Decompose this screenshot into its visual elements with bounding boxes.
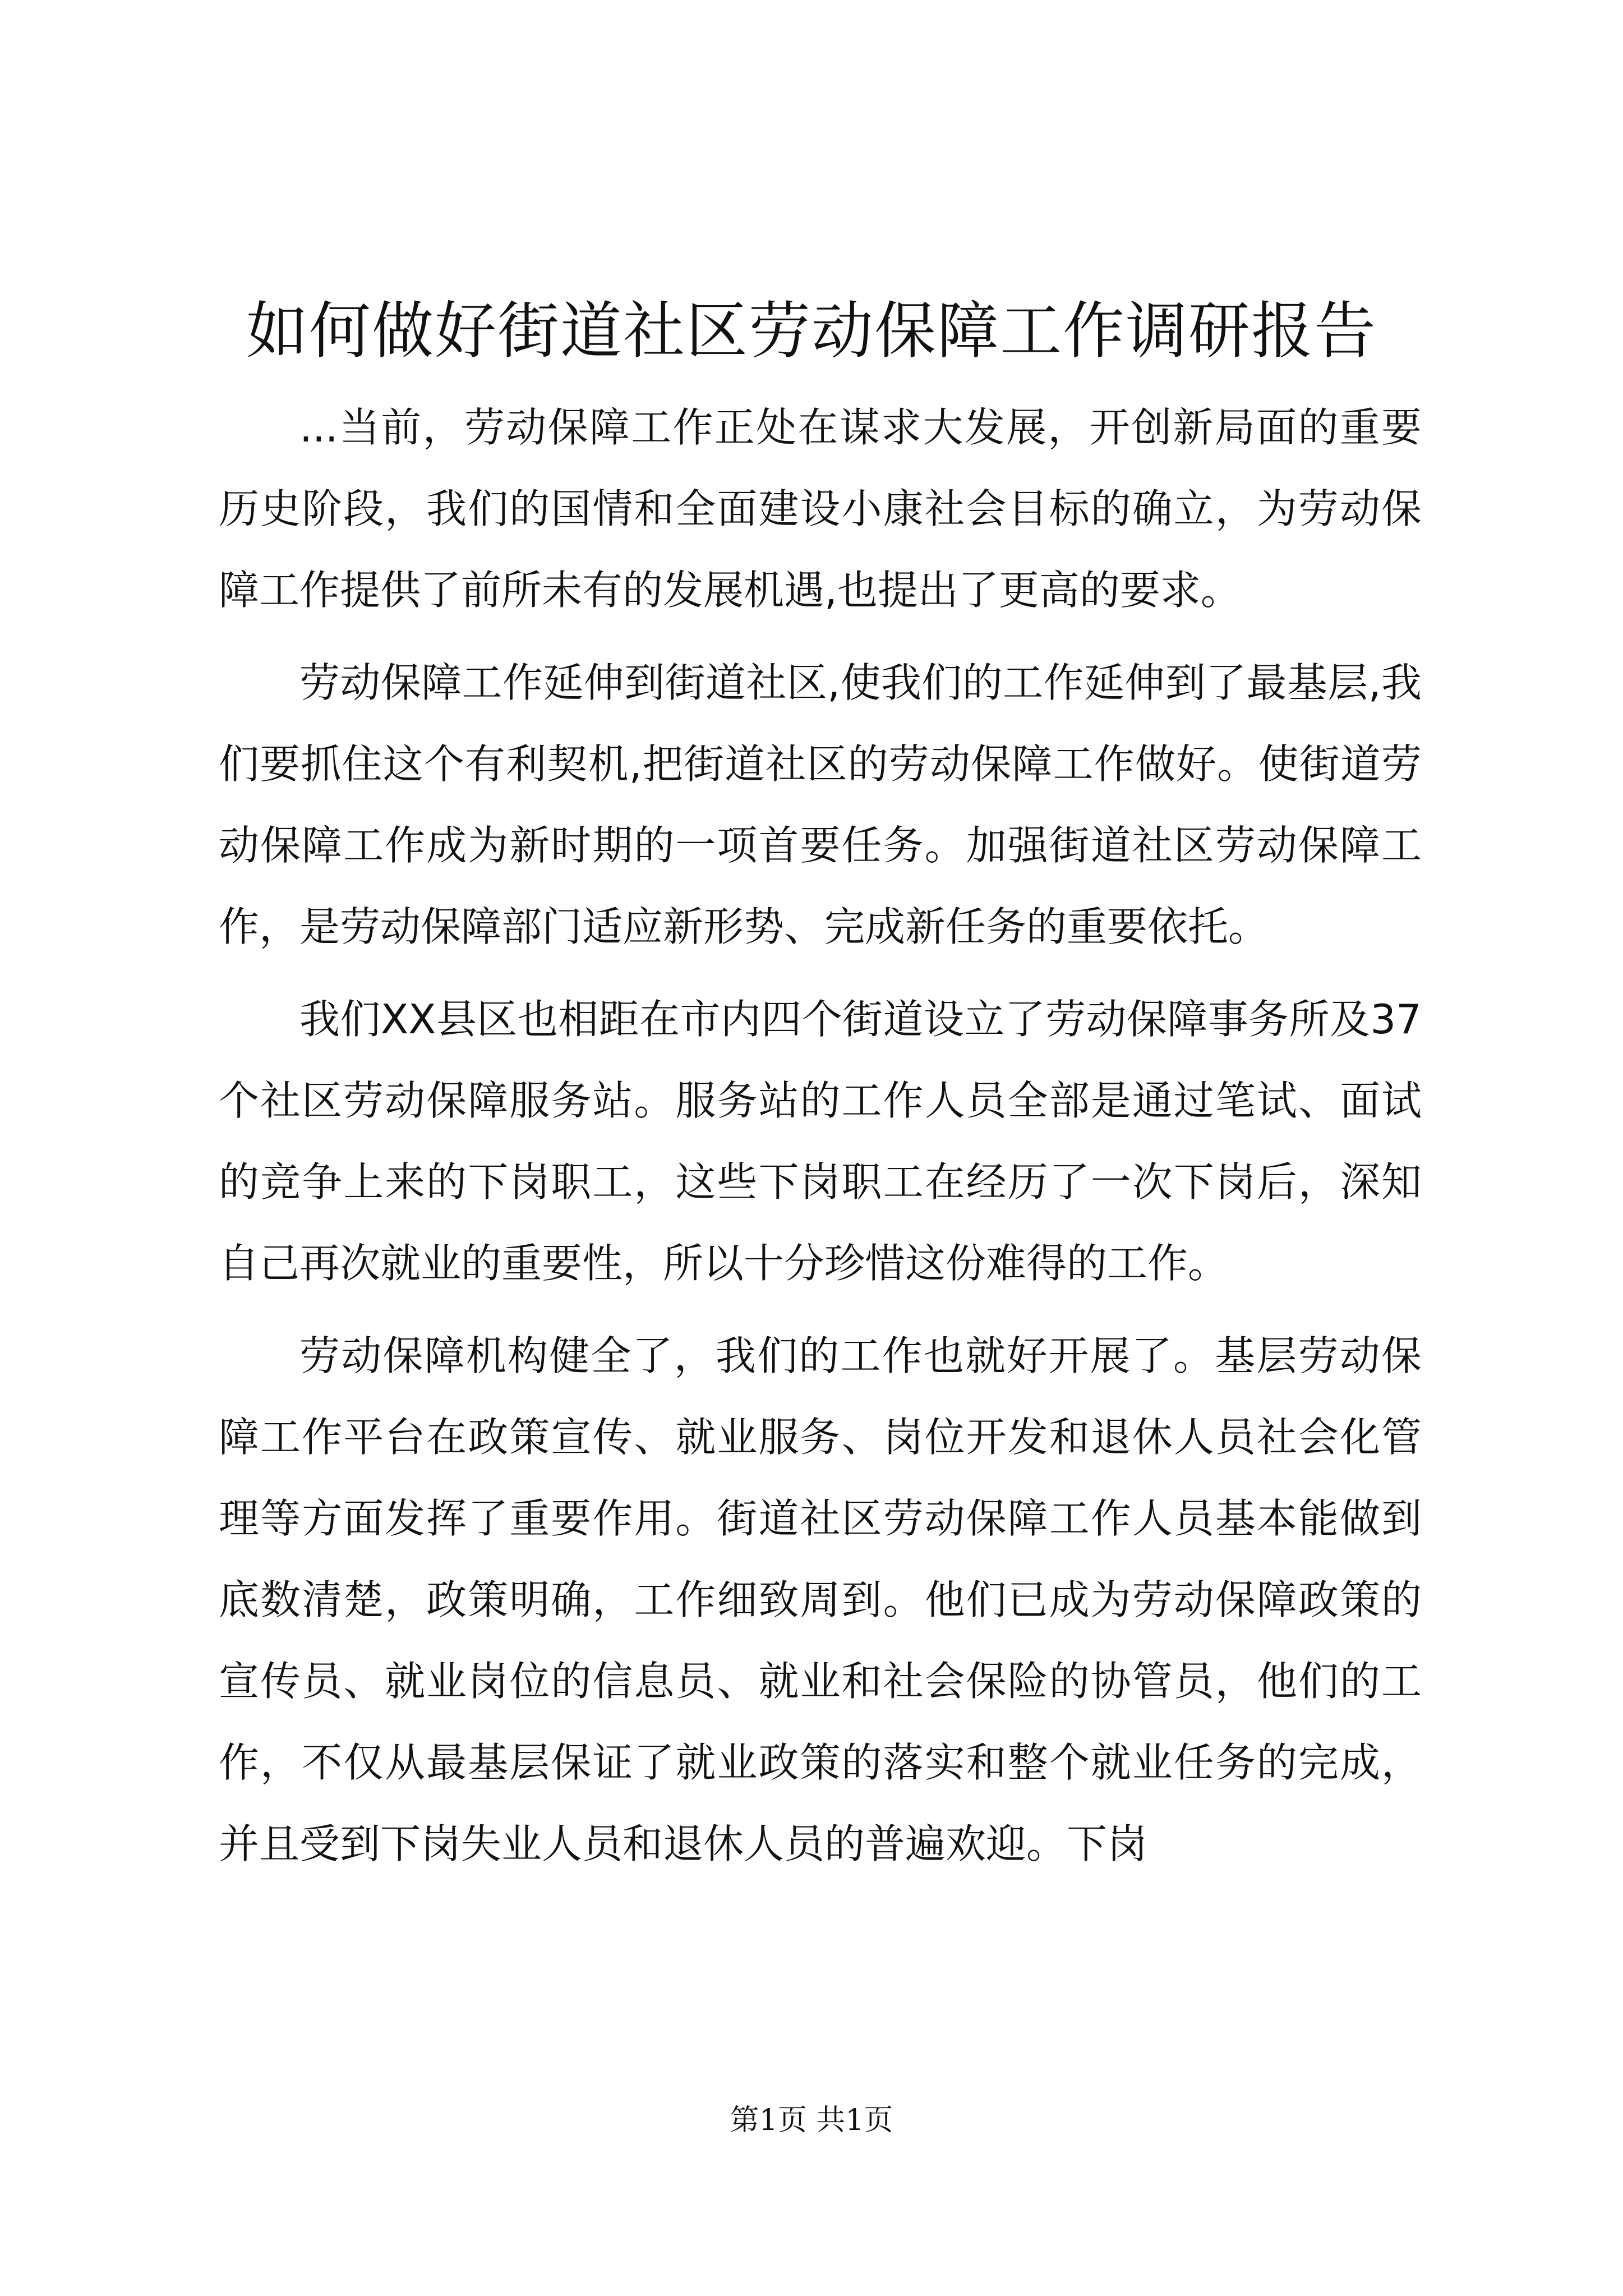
paragraph-4: 劳动保障机构健全了，我们的工作也就好开展了。基层劳动保障工作平台在政策宣传、就业服务、岗位开发和退休人员社会化管理等方面发挥了重要作用。街道社区劳动保障工作人员基本能做到底数清楚，政策明确，工作细致周到。他们已成为劳动保障政策的宣传员、就业岗位的信息员、就业和社会保险的协管员，他们的工作，不仅从最基层保证了就业政策的落实和整个就业任务的完成，并且受到下岗失业人员和退休人员的普遍欢迎。下岗	[219, 1332, 1422, 1867]
paragraph-2: 劳动保障工作延伸到街道社区,使我们的工作延伸到了最基层,我们要抓住这个有利契机,把街道社区的劳动保障工作做好。使街道劳动保障工作成为新时期的一项首要任务。加强街道社区劳动保障工作，是劳动保障部门适应新形势、完成新任务的重要依托。	[219, 659, 1422, 950]
page-footer: 第1页 共1页	[730, 2104, 893, 2137]
document-title: 如何做好街道社区劳动保障工作调研报告	[246, 295, 1377, 367]
paragraph-3: 我们XX县区也相距在市内四个街道设立了劳动保障事务所及37个社区劳动保障服务站。服务站的工作人员全部是通过笔试、面试的竞争上来的下岗职工，这些下岗职工在经历了一次下岗后，深知自己再次就业的重要性，所以十分珍惜这份难得的工作。	[219, 996, 1422, 1287]
document-body	[219, 387, 1422, 1896]
paragraph-1: ...当前，劳动保障工作正处在谋求大发展，开创新局面的重要历史阶段，我们的国情和全面建设小康社会目标的确立，为劳动保障工作提供了前所未有的发展机遇,也提出了更高的要求。	[219, 404, 1422, 614]
